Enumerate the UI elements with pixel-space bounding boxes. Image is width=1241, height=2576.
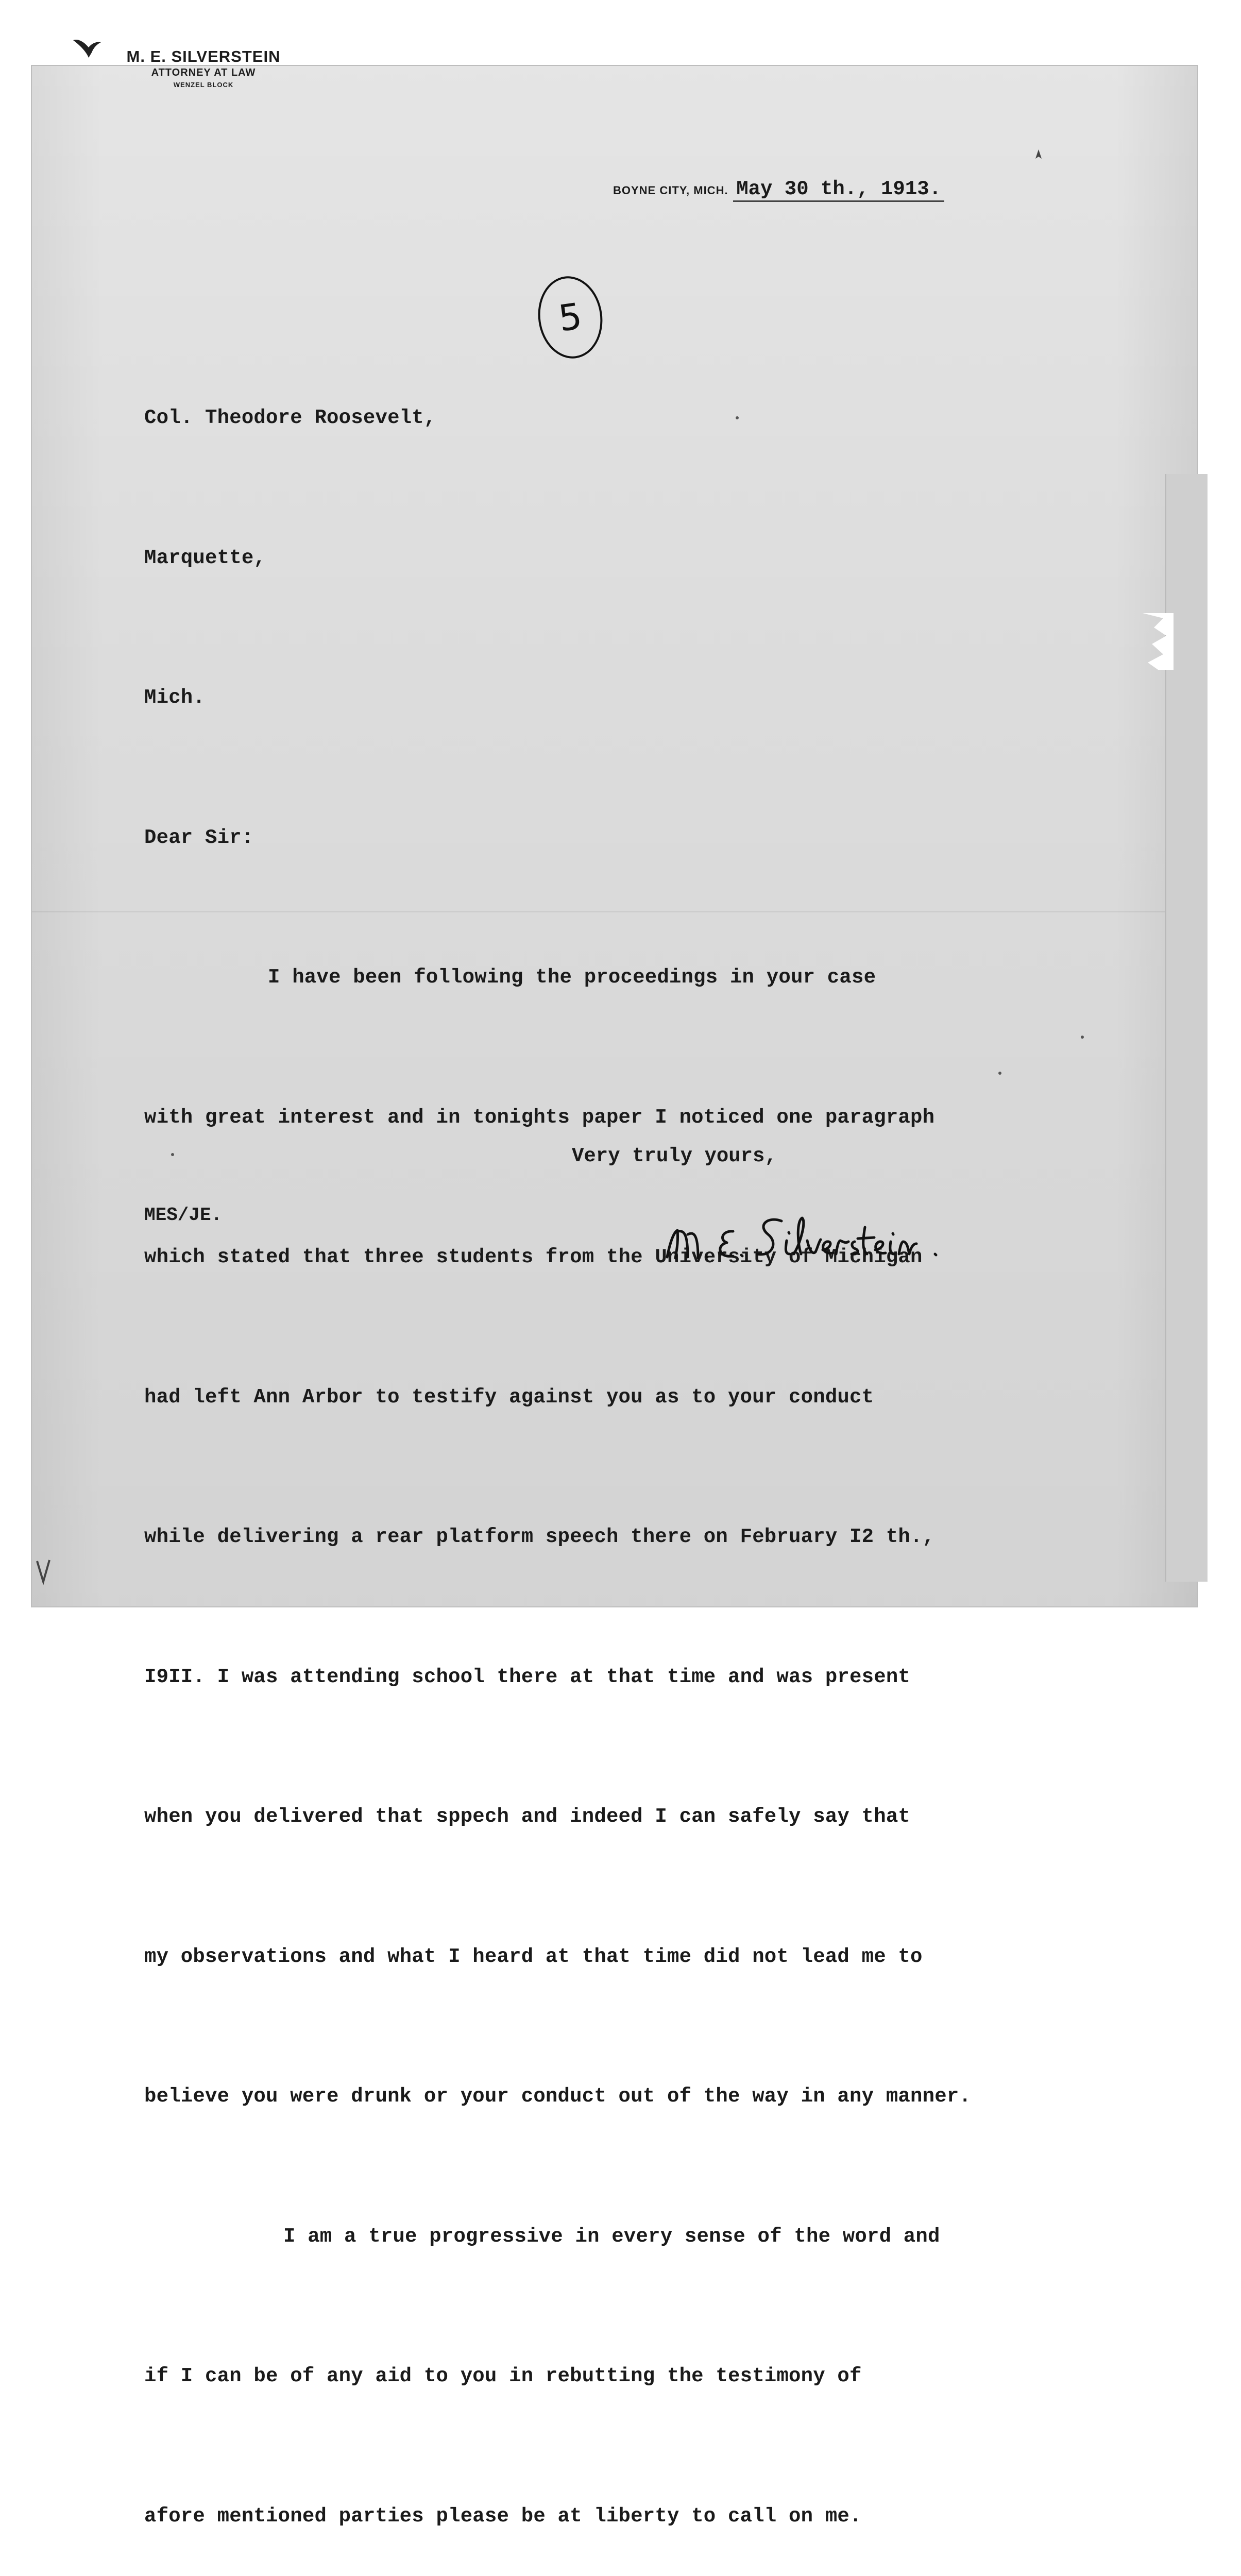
- body-line: had left Ann Arbor to testify against you as to your conduct: [144, 1385, 874, 1409]
- page-corner-mark: [32, 1556, 58, 1592]
- body-line: afore mentioned parties please be at liberty to call on me.: [144, 2504, 862, 2528]
- paper-speck: [736, 416, 739, 419]
- pin-mark-icon: [1035, 149, 1042, 161]
- address-line: Marquette,: [144, 546, 266, 569]
- body-line: if I can be of any aid to you in rebutting the testimony of: [144, 2365, 862, 2387]
- handwritten-signature: [647, 1200, 1069, 1283]
- address-line: Col. Theodore Roosevelt,: [144, 406, 436, 429]
- complimentary-close: Very truly yours,: [572, 1145, 777, 1167]
- body-line: my observations and what I heard at that time did not lead me to: [144, 1945, 923, 1968]
- torn-edge: [1143, 613, 1174, 670]
- dateline-date: May 30 th., 1913.: [733, 178, 944, 202]
- paper-speck: [998, 1072, 1001, 1075]
- paper-speck: [1081, 1036, 1084, 1039]
- paper-speck: [171, 1153, 174, 1156]
- body-line: I have been following the proceedings in your case: [268, 966, 876, 989]
- dateline: [613, 178, 944, 202]
- body-line: which stated that three students from the University of Michigan: [144, 1246, 923, 1268]
- letter-body: [144, 301, 971, 2576]
- letterhead-title: ATTORNEY AT LAW: [151, 67, 256, 78]
- salutation: Dear Sir:: [144, 826, 254, 849]
- letterhead-name: M. E. SILVERSTEIN: [126, 47, 281, 65]
- address-line: Mich.: [144, 686, 206, 709]
- body-line: believe you were drunk or your conduct out of the way in any manner.: [144, 2085, 972, 2108]
- body-line: when you delivered that sppech and indeed I can safely say that: [144, 1805, 911, 1828]
- dateline-place: BOYNE CITY, MICH.: [613, 184, 728, 197]
- body-line: I am a true progressive in every sense of the word and: [283, 2225, 940, 2248]
- archive-number-circle: 5: [533, 272, 607, 363]
- body-line: I9II. I was attending school there at that time and was present: [144, 1665, 911, 1688]
- body-line: with great interest and in tonights paper I noticed one paragraph: [144, 1106, 935, 1129]
- letterhead-address: WENZEL BLOCK: [173, 81, 234, 89]
- typist-initials: MES/JE.: [144, 1205, 223, 1226]
- body-line: while delivering a rear platform speech there on February I2 th.,: [144, 1526, 935, 1548]
- letterhead: [95, 47, 312, 89]
